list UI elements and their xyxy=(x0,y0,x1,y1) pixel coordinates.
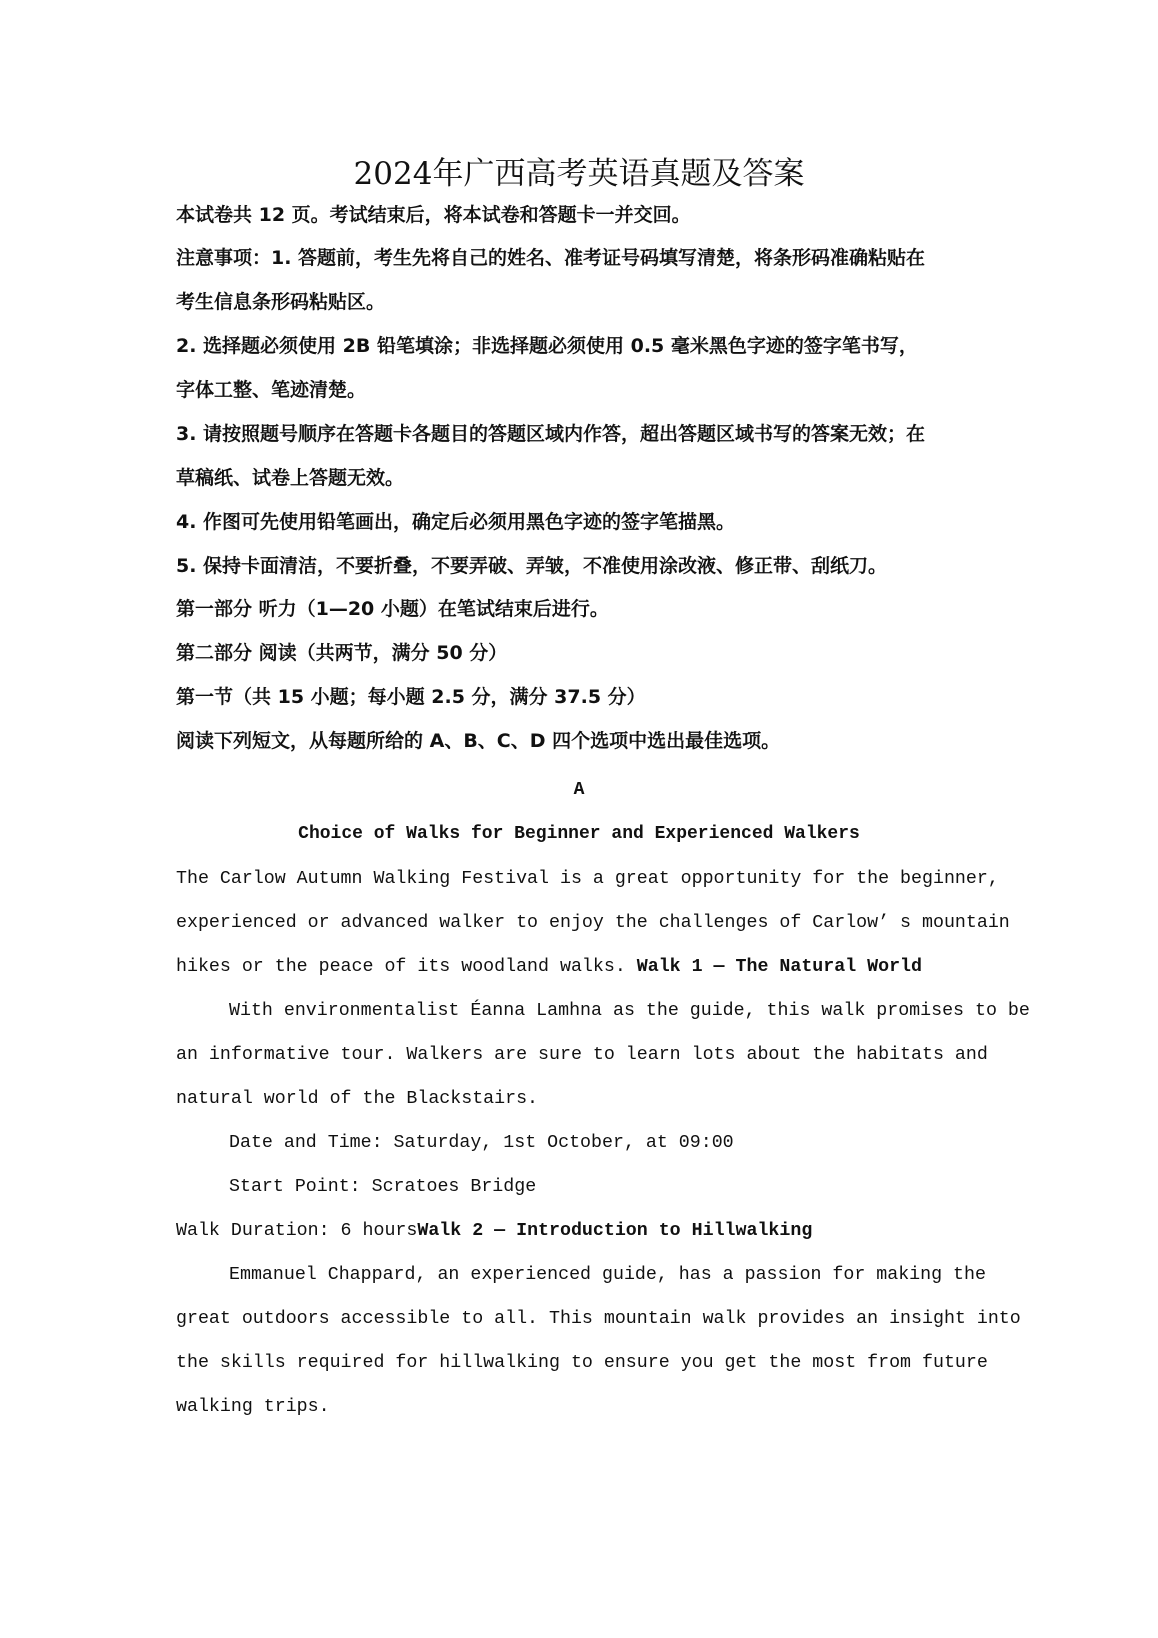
passage-title: Choice of Walks for Beginner and Experienced Walkers xyxy=(298,824,860,844)
walk1-start: Start Point: Scratoes Bridge xyxy=(229,1177,537,1197)
passage-line: experienced or advanced walker to enjoy the challenges of Carlow’ s mountain xyxy=(176,913,1010,933)
instruction-line: 本试卷共 12 页。考试结束后，将本试卷和答题卡一并交回。 xyxy=(176,204,691,226)
passage-line: great outdoors accessible to all. This mountain walk provides an insight into xyxy=(176,1309,1021,1329)
instruction-line: 字体工整、笔迹清楚。 xyxy=(176,379,367,401)
reading-directions: 阅读下列短文，从每题所给的 A、B、C、D 四个选项中选出最佳选项。 xyxy=(176,730,781,752)
instruction-line: 草稿纸、试卷上答题无效。 xyxy=(176,467,405,489)
instruction-line: 2. 选择题必须使用 2B 铅笔填涂；非选择题必须使用 0.5 毫米黑色字迹的签字笔书写， xyxy=(176,335,918,357)
passage-line: an informative tour. Walkers are sure to learn lots about the habitats and xyxy=(176,1045,988,1065)
passage-line-text: hikes or the peace of its woodland walks. xyxy=(176,957,637,977)
section-heading: 第一节（共 15 小题；每小题 2.5 分，满分 37.5 分） xyxy=(176,686,646,708)
walk2-heading: Walk 2 — Introduction to Hillwalking xyxy=(417,1221,813,1241)
document-title: 2024年广西高考英语真题及答案 xyxy=(353,156,805,192)
instruction-line: 考生信息条形码粘贴区。 xyxy=(176,291,386,313)
section-heading: 第一部分 听力（1—20 小题）在笔试结束后进行。 xyxy=(176,598,609,620)
passage-line: Emmanuel Chappard, an experienced guide, has a passion for making the xyxy=(229,1265,986,1285)
passage-line: the skills required for hillwalking to ensure you get the most from future xyxy=(176,1353,988,1373)
passage-line: natural world of the Blackstairs. xyxy=(176,1089,539,1109)
passage-line: The Carlow Autumn Walking Festival is a great opportunity for the beginner, xyxy=(176,869,999,889)
passage-line xyxy=(176,1218,812,1244)
walk1-duration: Walk Duration: 6 hours xyxy=(176,1221,418,1241)
passage-line: walking trips. xyxy=(176,1397,330,1417)
section-heading: 第二部分 阅读（共两节，满分 50 分） xyxy=(176,642,508,664)
instruction-line: 3. 请按照题号顺序在答题卡各题目的答题区域内作答，超出答题区域书写的答案无效；在 xyxy=(176,423,926,445)
passage-line: With environmentalist Éanna Lamhna as the guide, this walk promises to be xyxy=(229,1001,1030,1021)
passage-label: A xyxy=(573,780,585,800)
instruction-line: 注意事项：1. 答题前，考生先将自己的姓名、准考证号码填写清楚，将条形码准确粘贴在 xyxy=(176,247,926,269)
instruction-line: 4. 作图可先使用铅笔画出，确定后必须用黑色字迹的签字笔描黑。 xyxy=(176,511,736,533)
instruction-line: 5. 保持卡面清洁，不要折叠，不要弄破、弄皱，不准使用涂改液、修正带、刮纸刀。 xyxy=(176,555,888,577)
walk1-date: Date and Time: Saturday, 1st October, at 09:00 xyxy=(229,1133,734,1153)
walk1-heading: Walk 1 — The Natural World xyxy=(636,957,922,977)
passage-line xyxy=(176,954,922,980)
